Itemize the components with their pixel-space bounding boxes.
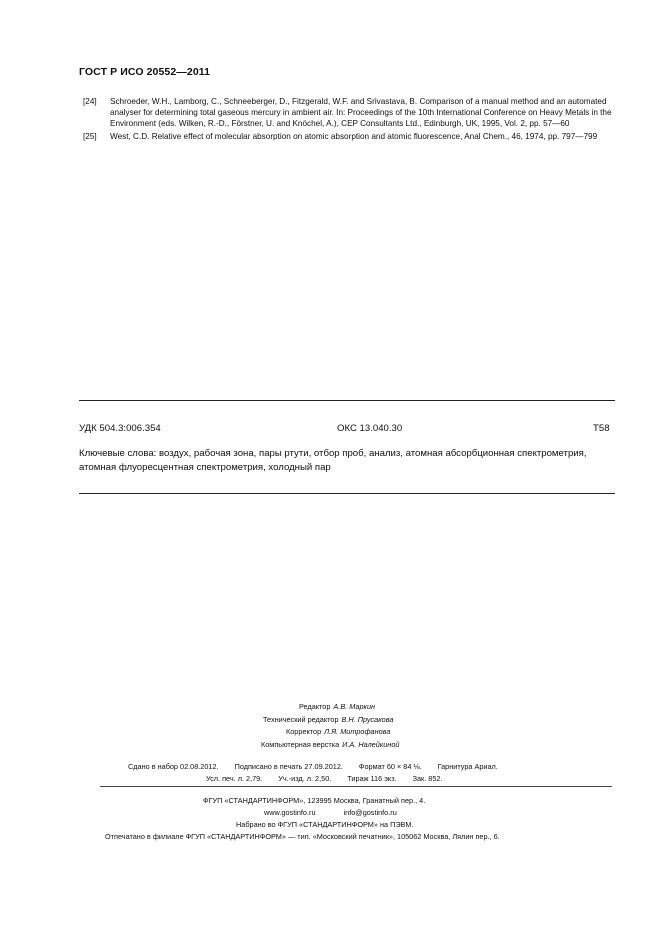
bibliography-item <box>83 96 615 129</box>
reference-text: Schroeder, W.H., Lamborg, C., Schneeberger, D., Fitzgerald, W.F. and Srivastava, B. Comparison of a manual method and an automated analyser for determining total gaseous mercury in ambient air. In: Proceedings of the 10th International Conference on Heavy Metals in the Environment (eds. Wilken, R.-D., Förstner, U. and Knöchel, A.), CEP Consultants Ltd., Edinburgh, UK, 1995, Vol. 2, pp. 57—60 <box>110 97 612 128</box>
credit-label: Компьютерная верстка <box>261 739 340 749</box>
credit-name: В.Н. Прусакова <box>341 714 394 724</box>
credit-name: И.А. Налейкиной <box>342 739 400 749</box>
bibliography-item <box>83 131 615 142</box>
typeset-note: Набрано во ФГУП «СТАНДАРТИНФОРМ» на ПЭВМ. <box>236 820 414 829</box>
contacts-line <box>264 808 397 817</box>
sent-to-set: Сдано в набор 02.08.2012. <box>128 762 219 771</box>
website-link[interactable]: www.gostinfo.ru <box>264 808 316 817</box>
credit-label: Редактор <box>299 702 331 711</box>
credit-label: Технический редактор <box>263 714 339 724</box>
order-number: Зак. 852. <box>412 774 443 783</box>
divider-footer <box>100 786 612 787</box>
email-link[interactable]: info@gostinfo.ru <box>343 808 397 817</box>
publication-line-2 <box>206 774 443 783</box>
reference-number: [24] <box>83 97 97 106</box>
document-header: ГОСТ Р ИСО 20552—2011 <box>79 66 211 78</box>
print-sheets: Усл. печ. л. 2,79. <box>206 774 263 783</box>
paper-format: Формат 60 × 84 ⅛. <box>358 762 422 771</box>
divider-bottom <box>79 493 615 494</box>
reference-text: West, C.D. Relative effect of molecular absorption on atomic absorption and atomic fluorescence, Anal Chem., 46, 1974, pp. 797—799 <box>110 132 598 141</box>
credit-layout <box>261 739 399 752</box>
edit-sheets: Уч.-изд. л. 2,50. <box>278 774 332 783</box>
credit-label: Корректор <box>286 727 322 736</box>
typeface: Гарнитура Ариал. <box>437 762 498 771</box>
credit-name: Л.Я. Митрофанова <box>324 727 391 736</box>
circulation: Тираж 116 экз. <box>347 774 397 783</box>
oks-code: ОКС 13.040.30 <box>337 423 403 434</box>
bibliography-list <box>83 96 615 144</box>
printed-note: Отпечатано в филиале ФГУП «СТАНДАРТИНФОРМ» — тип. «Московский печатник», 105062 Москва, Лялин пер., 6. <box>105 832 500 841</box>
keywords: Ключевые слова: воздух, рабочая зона, пары ртути, отбор проб, анализ, атомная абсорбционная спектрометрия, атомная флуоресцентная спектрометрия, холодный пар <box>79 448 587 473</box>
classification-code: Т58 <box>593 423 610 434</box>
credit-proofreader <box>286 726 390 739</box>
udk-code: УДК 504.3:006.354 <box>79 423 161 434</box>
credit-tech-editor <box>263 714 393 727</box>
signed-print: Подписано в печать 27.09.2012. <box>234 762 343 771</box>
divider-top <box>79 400 615 401</box>
publication-line-1 <box>128 762 498 771</box>
reference-number: [25] <box>83 132 97 141</box>
credit-name: А.В. Маркин <box>333 702 376 711</box>
credit-editor <box>299 701 375 714</box>
publisher-address: ФГУП «СТАНДАРТИНФОРМ», 123995 Москва, Гранатный пер., 4. <box>203 796 426 805</box>
